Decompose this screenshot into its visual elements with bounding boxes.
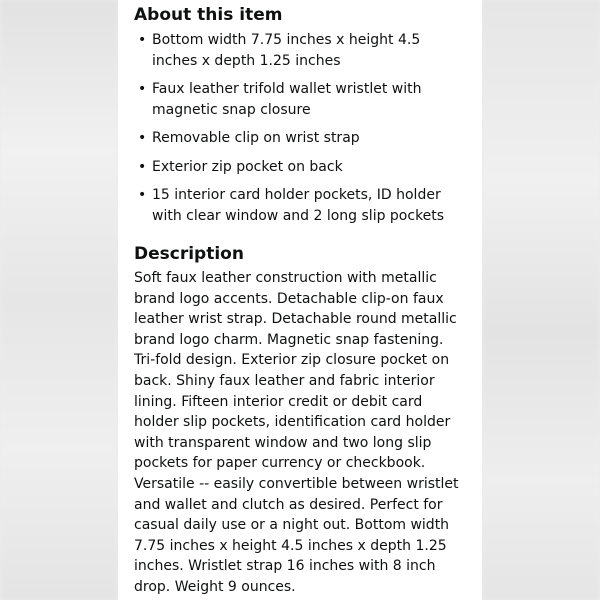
bullet-text: Bottom width 7.75 inches x height 4.5 inches x depth 1.25 inches — [152, 32, 421, 69]
blurred-background-left — [0, 0, 118, 600]
bullet-item-material — [134, 79, 468, 120]
bullet-text: Removable clip on wrist strap — [152, 130, 360, 146]
product-details-panel — [118, 0, 482, 600]
blurred-background-right — [482, 0, 600, 600]
bullet-dot-icon: • — [138, 32, 147, 48]
description-heading: Description — [134, 244, 244, 264]
bullet-item-zip-pocket — [134, 157, 468, 178]
description-text: Soft faux leather construction with metallic brand logo accents. Detachable clip-on faux leather wrist strap. Detachable round metallic brand logo charm. Magnetic snap fastening. Tri-fold design. Exterior zip closure pocket on back. Shiny faux leather and fabric interior lining. Fifteen interior credit or debit card holder slip pockets, identification card holder with transparent window and two long slip pockets for paper currency or checkbook. Versatile -- easily convertible between wristlet and wallet and clutch as desired. Perfect for casual daily use or a night out. Bottom width 7.75 inches x height 4.5 inches x depth 1.25 inches. Wristlet strap 16 inches with 8 inch drop. Weight 9 ounces. — [134, 270, 459, 595]
bullet-text: Exterior zip pocket on back — [152, 158, 343, 175]
bullet-text: Faux leather trifold wallet wristlet with magnetic snap closure — [152, 81, 422, 118]
bullet-dot-icon: • — [138, 130, 147, 146]
bullet-dot-icon: • — [138, 187, 147, 203]
about-this-item-heading: About this item — [134, 5, 283, 25]
bullet-dot-icon: • — [138, 81, 147, 97]
bullet-dot-icon: • — [138, 158, 147, 175]
about-bullet-list — [134, 30, 468, 226]
bullet-text: 15 interior card holder pockets, ID holder with clear window and 2 long slip pockets — [152, 187, 445, 224]
bullet-item-clip — [134, 128, 468, 149]
bullet-item-dimensions — [134, 30, 468, 71]
bullet-item-card-pockets — [134, 185, 468, 226]
